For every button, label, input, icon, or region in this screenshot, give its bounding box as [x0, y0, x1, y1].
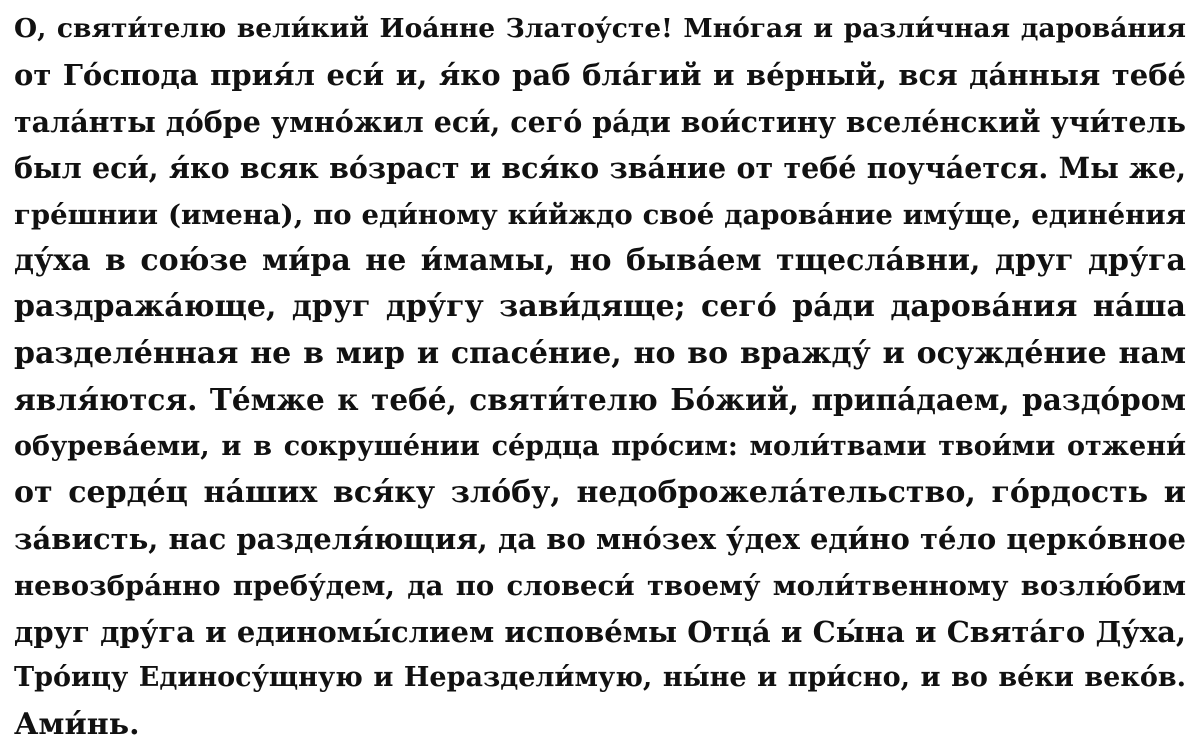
prayer-text [14, 6, 1186, 748]
prayer-line: ду́ха в сою́зе ми́ра не и́мамы, но быва́ем тщесла́вни, друг дру́га [14, 242, 1186, 278]
prayer-line: обурева́еми, и в сокруше́нии се́рдца про́сим: моли́твами твои́ми отжени́ [14, 430, 1186, 462]
prayer-line: невозбра́нно пребу́дем, да по словеси́ твоему́ моли́твенному возлю́бим [14, 569, 1186, 602]
prayer-line: О, святи́телю вели́кий Иоа́нне Златоу́сте! Мно́гая и разли́чная дарова́ния [14, 13, 1186, 44]
prayer-line: был еси́, я́ко всяк во́зраст и вся́ко зва́ние от тебе́ поуча́ется. Мы же, [14, 151, 1186, 186]
prayer-line: разделе́нная не в мир и спасе́ние, но во вражду́ и осужде́ние нам [14, 335, 1186, 371]
prayer-line: за́висть, нас разделя́ющия, да во мно́зех у́дех еди́но те́ло церко́вное [14, 522, 1186, 557]
prayer-line: друг дру́га и единомы́слием испове́мы Отца́ и Сы́на и Свята́го Ду́ха, [14, 615, 1186, 650]
prayer-line: от Го́спода прия́л еси́ и, я́ко раб бла́гий и ве́рный, вся да́нныя тебе́ [14, 58, 1186, 93]
prayer-line: гре́шнии (имена), по еди́ному ки́йждо свое́ дарова́ние иму́ще, едине́ния [14, 198, 1186, 231]
prayer-line: тала́нты до́бре умно́жил еси́, сего́ ра́ди вои́стину вселе́нский учи́тель [14, 104, 1186, 139]
prayer-line: от серде́ц на́ших вся́ку зло́бу, недоброжела́тельство, го́рдость и [14, 474, 1186, 510]
prayer-line: явля́ются. Те́мже к тебе́, святи́телю Бо́жий, припа́даем, раздо́ром [14, 382, 1186, 418]
prayer-line-amen: Ами́нь. [14, 706, 140, 742]
prayer-line: раздража́юще, друг дру́гу зави́дяще; сего́ ра́ди дарова́ния на́ша [14, 289, 1186, 325]
prayer-line: Тро́ицу Единосу́щную и Нераздели́мую, ны́не и при́сно, и во ве́ки веко́в. [14, 662, 1186, 694]
